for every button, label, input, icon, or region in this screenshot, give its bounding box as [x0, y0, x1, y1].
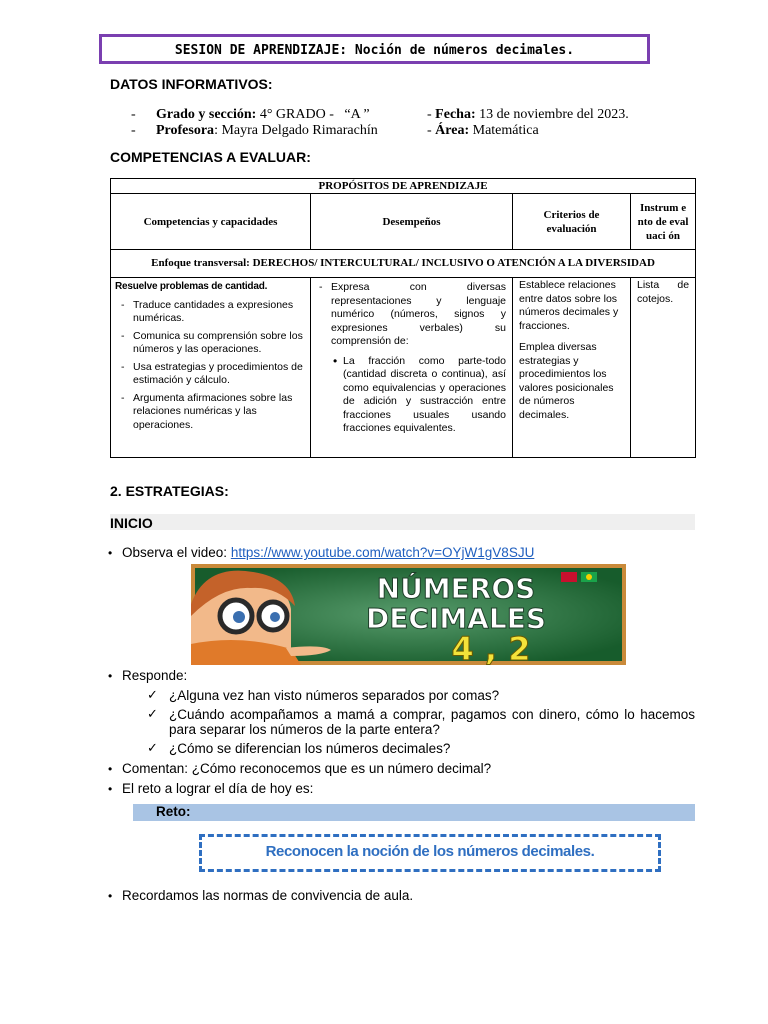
area-label: Área: — [435, 123, 470, 138]
reto-bar — [133, 804, 695, 821]
cell-desempenos — [311, 278, 513, 458]
page-title: SESION DE APRENDIZAJE: Noción de números decimales. — [174, 43, 575, 58]
bullet: • — [108, 889, 113, 903]
checkmark-icon: ✓ — [147, 706, 158, 721]
reto-text: Reconocen la noción de los números decimales. — [265, 843, 595, 860]
col-header-criterios: Criterios de evaluación — [513, 194, 631, 250]
video-line — [122, 545, 534, 560]
cell-criterios — [513, 278, 631, 458]
banner-line1: NÚMEROS — [376, 572, 536, 605]
desempeno-sub: • La fracción como parte-todo (cantidad discreta o continua), así como equivalencias y operaciones de adición y sustracción entre fracciones usuales usando fracciones equivalentes. — [331, 355, 506, 436]
inicio-heading: INICIO — [110, 515, 153, 531]
reto-intro: El reto a lograr el día de hoy es: — [122, 781, 314, 796]
bullet: • — [108, 762, 113, 776]
numeros-decimales-banner — [191, 564, 626, 665]
desempeno-main: - Expresa con diversas representaciones y lenguaje numérico (números, signos y expresiones verbales) su comprensión de: — [313, 281, 506, 349]
banner-illustration — [191, 564, 626, 665]
banner-number: 4 , 2 — [451, 630, 531, 665]
list-item: - Traduce cantidades a expresiones numéricas. — [115, 299, 306, 326]
grado-value: 4° GRADO - “A ” — [259, 107, 370, 122]
profesora-value: : Mayra Delgado Rimarachín — [214, 123, 378, 138]
dash-grado: - — [131, 107, 136, 122]
inicio-bar — [110, 514, 695, 530]
reto-box — [199, 834, 661, 872]
dash-profesora: - — [131, 123, 136, 138]
fecha-line: - Fecha: 13 de noviembre del 2023. — [427, 107, 629, 122]
bullet: • — [108, 669, 113, 683]
grado-line — [156, 107, 370, 123]
table-header-main: PROPÓSITOS DE APRENDIZAJE — [111, 179, 696, 194]
question-3: ¿Cómo se diferencian los números decimales? — [169, 741, 451, 756]
profesora-label: Profesora — [156, 123, 215, 138]
enfoque-row: Enfoque transversal: DERECHOS/ INTERCULTURAL/ INCLUSIVO O ATENCIÓN A LA DIVERSIDAD — [111, 250, 696, 278]
fecha-value: 13 de noviembre del 2023. — [479, 107, 629, 122]
competencias-table — [110, 178, 696, 458]
video-label: Observa el video: — [122, 545, 231, 560]
bullet: • — [108, 546, 113, 560]
grado-label: Grado y sección: — [156, 107, 257, 122]
competencias-heading: COMPETENCIAS A EVALUAR: — [110, 149, 311, 165]
profesora-line — [156, 123, 378, 139]
cell-competencias — [111, 278, 311, 458]
criterio-2: Emplea diversas estrategias y procedimientos los valores posicionales de números decimales. — [519, 341, 614, 421]
criterio-1: Establece relaciones entre datos sobre los números decimales y fracciones. — [519, 279, 619, 332]
list-item: - Usa estrategias y procedimientos de estimación y cálculo. — [115, 361, 306, 388]
cell-instrumento: Lista de cotejos. — [631, 278, 696, 458]
video-link[interactable]: https://www.youtube.com/watch?v=OYjW1gV8SJU — [230, 545, 535, 560]
checkmark-icon: ✓ — [147, 740, 158, 755]
normas-line: Recordamos las normas de convivencia de aula. — [122, 888, 414, 903]
fecha-label: Fecha: — [435, 107, 476, 122]
col-header-desempenos: Desempeños — [311, 194, 513, 250]
banner-line2: DECIMALES — [365, 602, 547, 635]
capacidades-list — [115, 299, 306, 433]
checkmark-icon: ✓ — [147, 687, 158, 702]
area-line: - Área: Matemática — [427, 123, 539, 138]
datos-heading: DATOS INFORMATIVOS: — [110, 76, 273, 92]
question-1: ¿Alguna vez han visto números separados por comas? — [169, 688, 500, 703]
reto-label: Reto: — [156, 804, 191, 819]
question-2: ¿Cuándo acompañamos a mamá a comprar, pagamos con dinero, cómo lo hacemos para separar los números de la parte entera? — [169, 707, 695, 737]
title-box — [99, 34, 650, 64]
list-item: - Argumenta afirmaciones sobre las relaciones numéricas y las operaciones. — [115, 392, 306, 433]
comentan-line: Comentan: ¿Cómo reconocemos que es un número decimal? — [122, 761, 492, 776]
bullet: • — [108, 782, 113, 796]
responde-label: Responde: — [122, 668, 188, 683]
competencia-title: Resuelve problemas de cantidad. — [115, 281, 268, 292]
col-header-competencias: Competencias y capacidades — [111, 194, 311, 250]
estrategias-heading: 2. ESTRATEGIAS: — [110, 483, 229, 499]
col-header-instrumento: Instrum ento de evaluaci ón — [631, 194, 696, 250]
list-item: - Comunica su comprensión sobre los números y las operaciones. — [115, 330, 306, 357]
area-value: Matemática — [472, 123, 539, 138]
